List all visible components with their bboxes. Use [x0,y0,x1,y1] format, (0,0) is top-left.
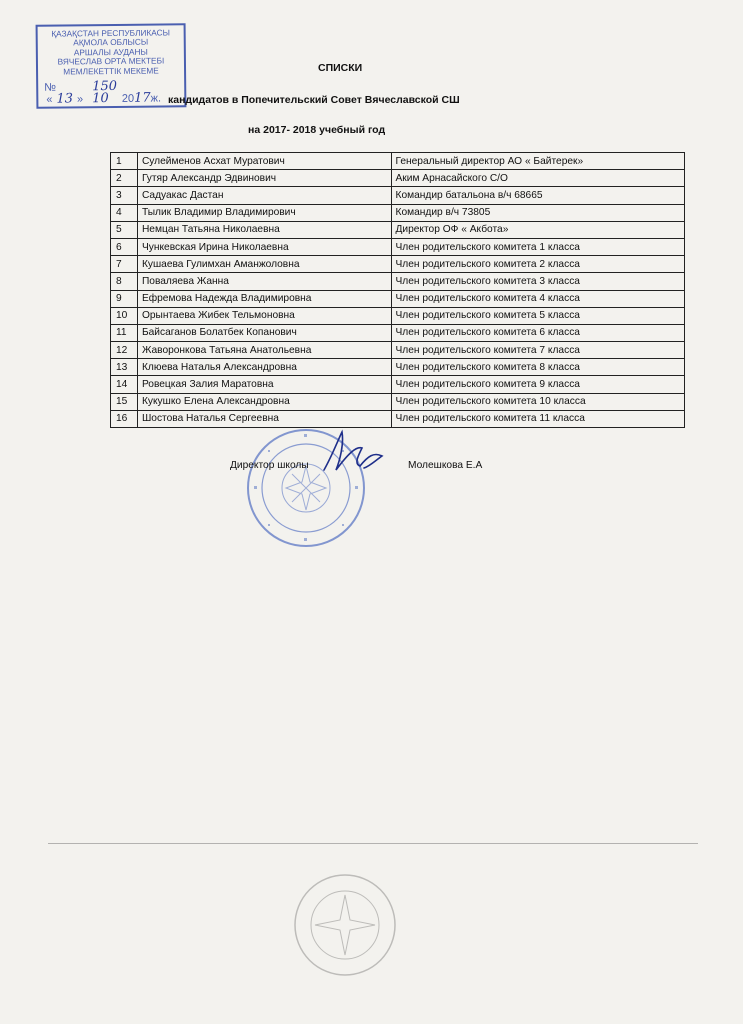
director-signature-icon [318,426,398,478]
candidate-role: Командир в/ч 73805 [391,204,684,221]
candidate-role: Член родительского комитета 5 класса [391,307,684,324]
table-row [111,376,685,393]
stamp-line: АҚМОЛА ОБЛЫСЫ [73,37,149,48]
stamp-line: ҚАЗАҚСТАН РЕСПУБЛИКАСЫ [51,27,171,39]
candidate-number: 15 [111,393,138,410]
candidate-name: Садуакас Дастан [137,187,391,204]
bleed-through-emblem-icon [290,870,400,980]
candidate-role: Генеральный директор АО « Байтерек» [391,153,684,170]
candidate-role: Член родительского комитета 8 класса [391,359,684,376]
candidate-name: Ефремова Надежда Владимировна [137,290,391,307]
candidate-name: Кушаева Гулимхан Аманжоловна [137,256,391,273]
candidate-number: 5 [111,221,138,238]
candidate-name: Гутяр Александр Эдвинович [137,170,391,187]
table-row [111,273,685,290]
candidate-role: Командир батальона в/ч 68665 [391,187,684,204]
stamp-date-month: 10 [92,91,109,107]
stamp-number-label: № [44,81,57,94]
candidate-name: Ровецкая Залия Маратовна [137,376,391,393]
candidate-name: Байсаганов Болатбек Копанович [137,324,391,341]
table-row [111,324,685,341]
candidates-table [110,152,685,428]
director-name: Молешкова Е.А [408,460,483,471]
page-title: СПИСКИ [318,62,363,74]
stamp-date-year-suffix: 17 [133,90,151,106]
table-row [111,221,685,238]
candidate-number: 10 [111,307,138,324]
table-row [111,307,685,324]
candidate-role: Член родительского комитета 2 класса [391,256,684,273]
candidate-number: 16 [111,410,138,427]
table-row [111,153,685,170]
stamp-number-value: 150 [92,78,118,95]
candidate-name: Орынтаева Жибек Тельмоновна [137,307,391,324]
stamp-line: ВЯЧЕСЛАВ ОРТА МЕКТЕБІ [57,55,165,67]
stamp-line: МЕМЛЕКЕТТІК МЕКЕМЕ [63,65,159,77]
candidate-name: Кукушко Елена Александровна [137,393,391,410]
table-row [111,238,685,255]
candidate-number: 3 [111,187,138,204]
candidate-number: 6 [111,238,138,255]
candidate-number: 9 [111,290,138,307]
stamp-date-day: 13 [56,91,74,107]
table-row [111,170,685,187]
director-label: Директор школы [230,460,309,471]
table-row [111,342,685,359]
candidate-role: Член родительского комитета 6 класса [391,324,684,341]
candidate-number: 14 [111,376,138,393]
table-row [111,290,685,307]
candidate-role: Директор ОФ « Акбота» [391,221,684,238]
candidate-role: Член родительского комитета 4 класса [391,290,684,307]
table-row [111,410,685,427]
page-subtitle: кандидатов в Попечительский Совет Вячеславской СШ [168,94,460,106]
candidate-role: Член родительского комитета 9 класса [391,376,684,393]
candidate-number: 12 [111,342,138,359]
candidate-name: Сулейменов Асхат Муратович [137,153,391,170]
candidate-role: Член родительского комитета 1 класса [391,238,684,255]
stamp-date-year-end: ж. [150,92,162,105]
candidate-name: Шостова Наталья Сергеевна [137,410,391,427]
candidate-number: 4 [111,204,138,221]
bleed-through-divider [48,843,698,844]
table-row [111,393,685,410]
candidate-number: 2 [111,170,138,187]
candidate-name: Тылик Владимир Владимирович [137,204,391,221]
registry-stamp [36,23,187,109]
candidate-name: Чункевская Ирина Николаевна [137,238,391,255]
candidate-name: Немцан Татьяна Николаевна [137,221,391,238]
stamp-line: АРШАЛЫ АУДАНЫ [73,46,148,58]
stamp-date-year-prefix: 20 [121,92,135,105]
candidate-role: Член родительского комитета 10 класса [391,393,684,410]
table-row [111,256,685,273]
candidate-number: 7 [111,256,138,273]
table-row [111,187,685,204]
candidates-table-body [111,153,685,428]
candidate-role: Член родительского комитета 3 класса [391,273,684,290]
candidate-role: Член родительского комитета 11 класса [391,410,684,427]
page-year-line: на 2017- 2018 учебный год [248,124,386,136]
candidate-name: Жаворонкова Татьяна Анатольевна [137,342,391,359]
table-row [111,359,685,376]
candidate-number: 13 [111,359,138,376]
candidate-role: Аким Арнасайского С/О [391,170,684,187]
candidate-role: Член родительского комитета 7 класса [391,342,684,359]
candidate-name: Клюева Наталья Александровна [137,359,391,376]
candidate-number: 1 [111,153,138,170]
stamp-date: « 13 » 10 2017ж. [46,90,162,107]
candidate-number: 11 [111,324,138,341]
candidate-number: 8 [111,273,138,290]
candidate-name: Поваляева Жанна [137,273,391,290]
table-row [111,204,685,221]
